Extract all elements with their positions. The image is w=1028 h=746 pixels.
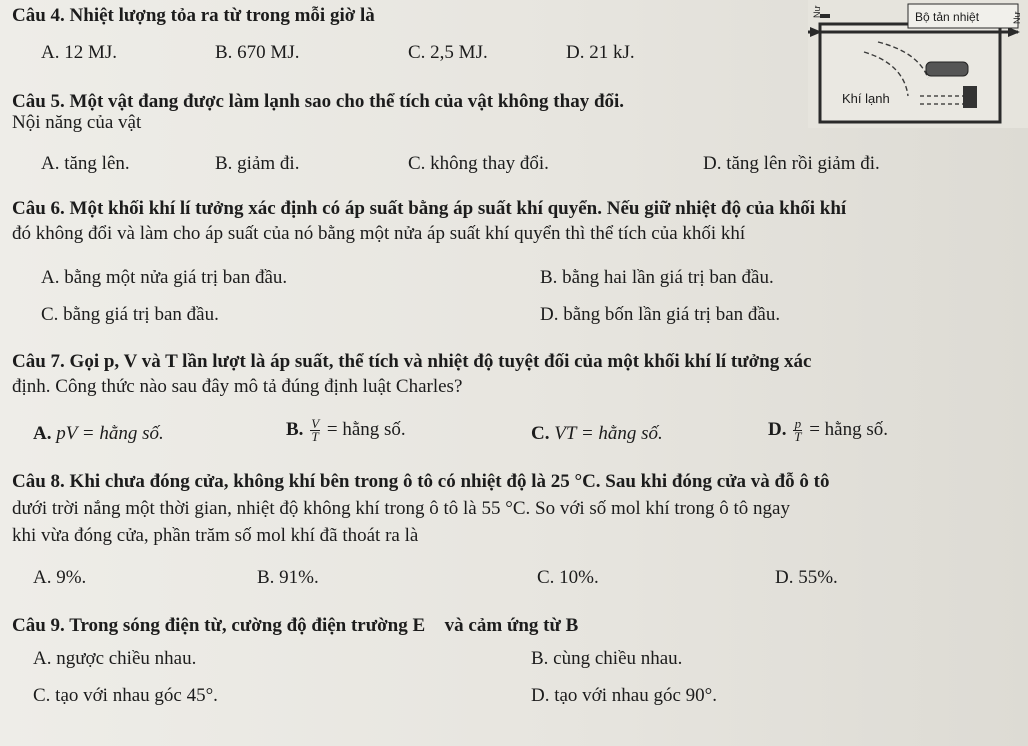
q4-stem: Câu 4. Nhiệt lượng tỏa ra từ trong mỗi giờ là <box>12 5 375 26</box>
fan-unit-icon <box>926 62 968 76</box>
radiator-label: Bộ tản nhiệt <box>915 10 980 24</box>
q6-option-a: A. bằng một nửa giá trị ban đầu. <box>41 267 288 288</box>
q8-option-a: A. 9%. <box>33 567 87 588</box>
q5-option-d: D. tăng lên rồi giảm đi. <box>703 153 880 174</box>
q7-option-c: C. VT = hằng số. <box>531 423 663 444</box>
q4-option-a: A. 12 MJ. <box>41 42 118 63</box>
q8-stem-line3: khi vừa đóng cửa, phần trăm số mol khí đã thoát ra là <box>12 525 419 546</box>
cold-air-label: Khí lạnh <box>842 91 890 106</box>
q8-option-b: B. 91%. <box>257 567 319 588</box>
q5-stem-line1: Câu 5. Một vật đang được làm lạnh sao cho thể tích của vật không thay đổi. <box>12 91 625 112</box>
q9-option-a: A. ngược chiều nhau. <box>33 648 197 669</box>
q4-option-b: B. 670 MJ. <box>215 42 300 63</box>
q7-option-a: A. pV = hằng số. <box>33 423 164 444</box>
q8-option-c: C. 10%. <box>537 567 599 588</box>
q9-option-d: D. tạo với nhau góc 90°. <box>531 685 717 706</box>
q9-stem: Câu 9. Trong sóng điện từ, cường độ điện trường E⃗ và cảm ứng từ B⃗ <box>12 615 594 636</box>
q6-stem-line1: Câu 6. Một khối khí lí tưởng xác định có áp suất bằng áp suất khí quyển. Nếu giữ nhiệt độ của khối khí <box>12 198 847 219</box>
q5-option-c: C. không thay đổi. <box>408 153 549 174</box>
q6-option-c: C. bằng giá trị ban đầu. <box>41 304 219 325</box>
q6-option-d: D. bằng bốn lần giá trị ban đầu. <box>540 304 781 325</box>
q6-stem-line2: đó không đổi và làm cho áp suất của nó bằng một nửa áp suất khí quyển thì thể tích của khối khí <box>12 223 746 244</box>
side-label-right: Nư <box>1012 11 1022 24</box>
side-label-left: Nư <box>812 5 822 18</box>
q7-option-d: D. $\frac{p}{T}$ = hằng số. <box>768 416 889 445</box>
q5-option-b: B. giảm đi. <box>215 153 300 174</box>
q7-option-b: B. $\frac{V}{T}$ = hằng số. <box>286 416 406 445</box>
q8-stem-line2: dưới trời nắng một thời gian, nhiệt độ không khí trong ô tô là 55 °C. So với số mol khí trong ô tô ngay <box>12 498 790 519</box>
q4-option-d: D. 21 kJ. <box>566 42 635 63</box>
q9-option-b: B. cùng chiều nhau. <box>531 648 683 669</box>
q7-d-fraction: $\frac{p}{T}$ <box>794 416 802 445</box>
q7-stem-line1: Câu 7. Gọi p, V và T lần lượt là áp suất, thể tích và nhiệt độ tuyệt đối của một khối khí lí tưởng xác <box>12 351 812 372</box>
q9-option-c: C. tạo với nhau góc 45°. <box>33 685 218 706</box>
q7-stem-line2: định. Công thức nào sau đây mô tả đúng định luật Charles? <box>12 376 463 397</box>
heat-exchanger-diagram <box>808 0 1028 128</box>
q5-option-a: A. tăng lên. <box>41 153 130 174</box>
q8-option-d: D. 55%. <box>775 567 838 588</box>
q6-option-b: B. bằng hai lần giá trị ban đầu. <box>540 267 774 288</box>
q7-b-fraction: $\frac{V}{T}$ <box>311 416 320 445</box>
q5-stem-line2: Nội năng của vật <box>12 112 142 133</box>
fan-motor-icon <box>963 86 977 108</box>
q4-option-c: C. 2,5 MJ. <box>408 42 488 63</box>
q8-stem-line1: Câu 8. Khi chưa đóng cửa, không khí bên trong ô tô có nhiệt độ là 25 °C. Sau khi đóng cửa và đỗ ô tô <box>12 471 830 492</box>
